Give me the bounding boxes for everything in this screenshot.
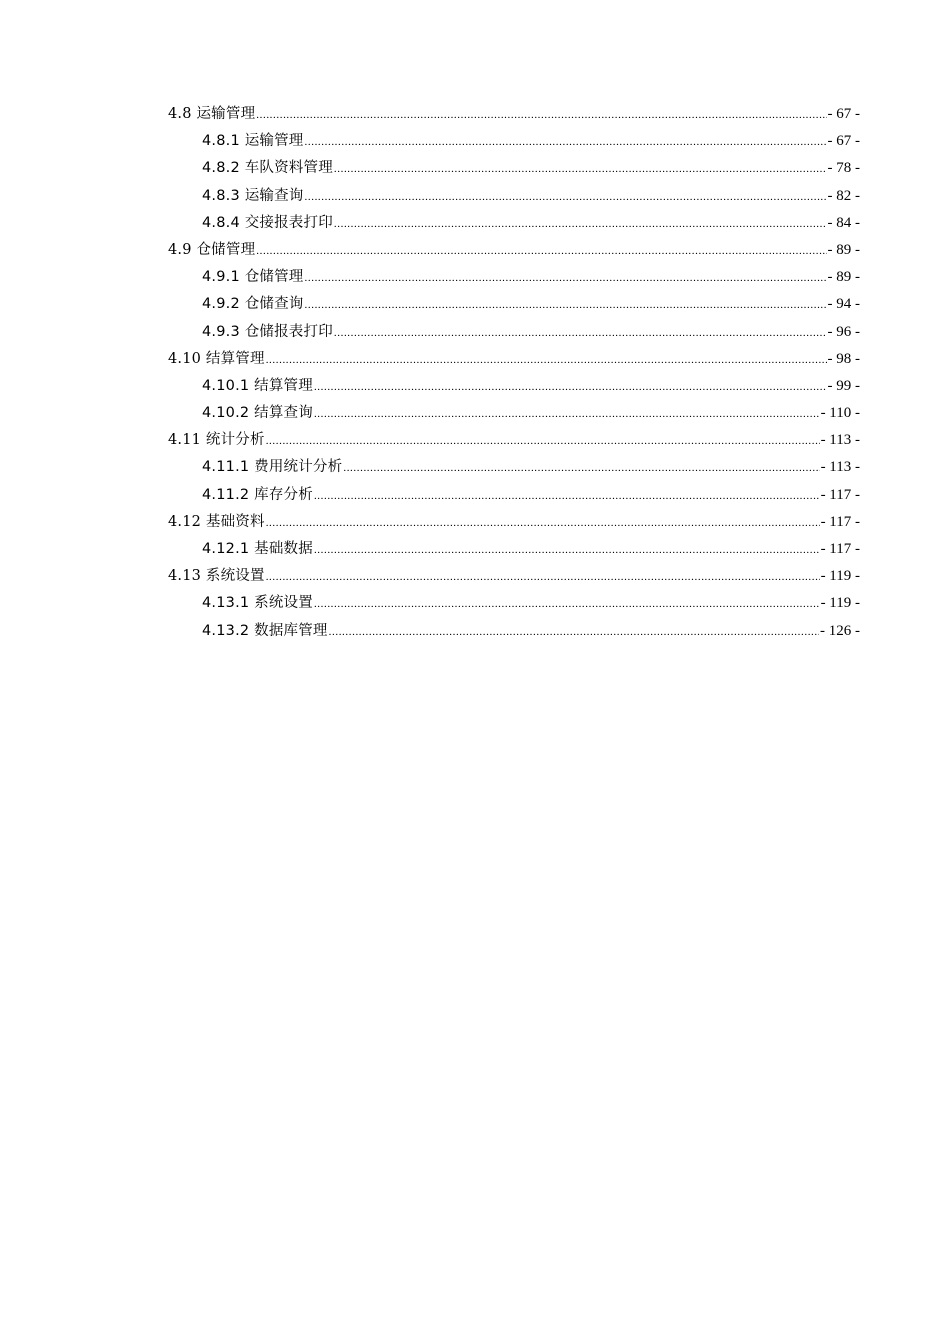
toc-dot-leader (314, 591, 820, 618)
toc-entry-page: - 99 - (827, 377, 860, 394)
toc-entry[interactable] (168, 155, 860, 182)
toc-entry[interactable] (168, 536, 860, 563)
toc-entry-page: - 67 - (827, 133, 860, 150)
toc-entry-title: 4.11.2 库存分析 (202, 486, 313, 503)
toc-entry[interactable] (168, 563, 860, 590)
toc-entry[interactable] (168, 618, 860, 645)
toc-entry-page: - 67 - (827, 106, 860, 122)
toc-entry-page: - 84 - (827, 214, 860, 231)
toc-entry-page: - 126 - (820, 622, 860, 639)
toc-entry[interactable] (168, 454, 860, 481)
toc-entry-page: - 113 - (820, 432, 860, 449)
toc-entry[interactable] (168, 482, 860, 509)
toc-entry-page: - 94 - (827, 296, 860, 313)
toc-entry[interactable] (168, 509, 860, 536)
toc-entry-page: - 98 - (827, 350, 860, 367)
toc-entry-title: 4.8 运输管理 (168, 106, 256, 122)
toc-dot-leader (314, 483, 820, 510)
toc-dot-leader (266, 347, 827, 374)
toc-dot-leader (329, 619, 819, 646)
toc-entry-title: 4.9.1 仓储管理 (202, 269, 304, 286)
toc-entry-title: 4.8.4 交接报表打印 (202, 214, 333, 231)
toc-entry[interactable] (168, 427, 860, 454)
toc-entry-title: 4.8.2 车队资料管理 (202, 160, 333, 177)
toc-entry[interactable] (168, 264, 860, 291)
toc-entry[interactable] (168, 128, 860, 155)
toc-entry-title: 4.10.2 结算查询 (202, 405, 313, 422)
toc-entry-title: 4.10 结算管理 (168, 350, 265, 367)
toc-entry-title: 4.8.1 运输管理 (202, 133, 304, 150)
toc-entry-title: 4.10.1 结算管理 (202, 377, 313, 394)
toc-entry-title: 4.11.1 费用统计分析 (202, 459, 343, 476)
toc-dot-leader (334, 320, 827, 347)
toc-entry-title: 4.9.2 仓储查询 (202, 296, 304, 313)
toc-dot-leader (266, 428, 820, 455)
toc-entry-page: - 113 - (820, 459, 860, 476)
toc-entry[interactable] (168, 346, 860, 373)
toc-dot-leader (266, 510, 820, 537)
toc-entry-title: 4.12 基础资料 (168, 513, 265, 530)
toc-entry-page: - 117 - (820, 513, 860, 530)
toc-entry-page: - 78 - (827, 160, 860, 177)
toc-entry[interactable] (168, 291, 860, 318)
toc-dot-leader (343, 455, 819, 482)
toc-entry[interactable] (168, 101, 860, 128)
toc-entry-page: - 96 - (827, 323, 860, 340)
toc-entry-page: - 89 - (827, 241, 860, 258)
toc-dot-leader (266, 564, 820, 591)
toc-dot-leader (314, 401, 820, 428)
toc-dot-leader (256, 102, 826, 129)
toc-dot-leader (314, 537, 820, 564)
toc-entry[interactable] (168, 319, 860, 346)
toc-entry-page: - 117 - (820, 541, 860, 557)
toc-entry-title: 4.13.1 系统设置 (202, 595, 313, 612)
toc-entry-page: - 89 - (827, 269, 860, 286)
toc-dot-leader (305, 292, 827, 319)
toc-entry-title: 4.13.2 数据库管理 (202, 622, 328, 639)
toc-entry-page: - 110 - (820, 405, 860, 422)
toc-entry-page: - 119 - (820, 595, 860, 612)
toc-dot-leader (305, 184, 827, 211)
toc-entry[interactable] (168, 590, 860, 617)
toc-entry-title: 4.9.3 仓储报表打印 (202, 323, 333, 340)
toc-entry[interactable] (168, 210, 860, 237)
toc-entry-title: 4.12.1 基础数据 (202, 541, 313, 557)
toc-dot-leader (334, 156, 827, 183)
toc-entry[interactable] (168, 373, 860, 400)
table-of-contents (168, 101, 860, 645)
toc-entry[interactable] (168, 237, 860, 264)
toc-dot-leader (305, 129, 827, 156)
toc-entry-title: 4.11 统计分析 (168, 432, 265, 449)
toc-dot-leader (314, 374, 827, 401)
toc-entry-page: - 117 - (820, 486, 860, 503)
toc-entry-page: - 82 - (827, 187, 860, 204)
toc-entry-title: 4.9 仓储管理 (168, 241, 256, 258)
toc-entry[interactable] (168, 183, 860, 210)
toc-entry[interactable] (168, 400, 860, 427)
toc-entry-page: - 119 - (820, 568, 860, 585)
toc-dot-leader (256, 238, 826, 265)
toc-entry-title: 4.13 系统设置 (168, 568, 265, 585)
toc-dot-leader (334, 211, 827, 238)
toc-entry-title: 4.8.3 运输查询 (202, 187, 304, 204)
toc-dot-leader (305, 265, 827, 292)
